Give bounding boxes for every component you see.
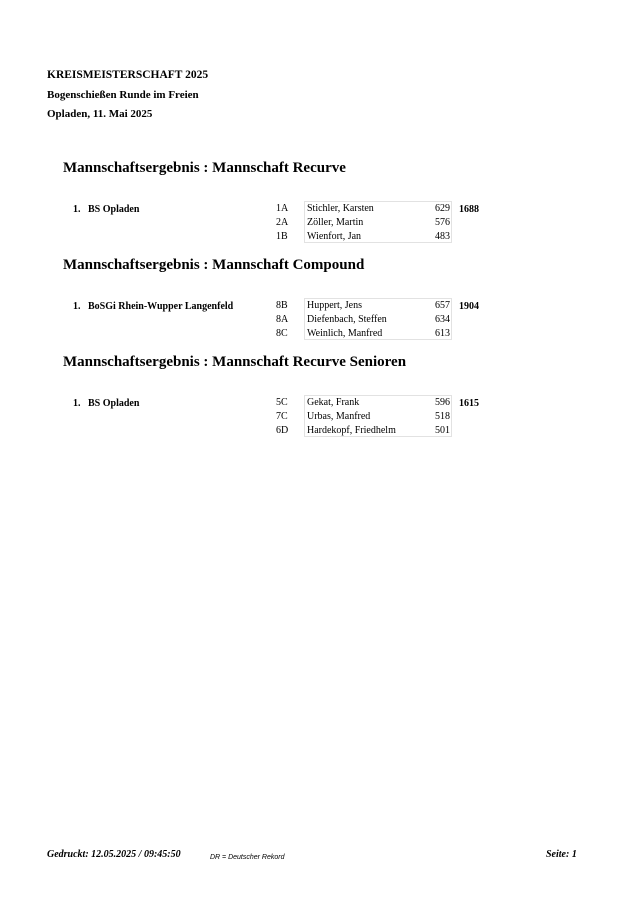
member-list — [276, 397, 456, 439]
report-location-date: Opladen, 11. Mai 2025 — [47, 108, 153, 120]
member-row — [276, 397, 456, 411]
member-score: 483 — [435, 231, 450, 242]
member-code: 6D — [276, 425, 289, 436]
member-name: Urbas, Manfred — [307, 411, 371, 422]
member-code: 7C — [276, 411, 288, 422]
member-row — [276, 328, 456, 342]
member-code: 1A — [276, 203, 289, 214]
member-code: 5C — [276, 397, 288, 408]
team-club: BS Opladen — [88, 204, 140, 215]
member-code: 2A — [276, 217, 289, 228]
team-total: 1904 — [459, 301, 479, 312]
member-list — [276, 203, 456, 245]
member-score: 596 — [435, 397, 450, 408]
section-title: Mannschaftsergebnis : Mannschaft Compound — [63, 257, 365, 273]
member-score: 576 — [435, 217, 450, 228]
member-name: Hardekopf, Friedhelm — [307, 425, 396, 436]
team-club: BoSGi Rhein-Wupper Langenfeld — [88, 301, 234, 312]
member-name: Stichler, Karsten — [307, 203, 374, 214]
team-total: 1615 — [459, 398, 479, 409]
member-score: 629 — [435, 203, 450, 214]
report-subtitle: Bogenschießen Runde im Freien — [47, 89, 199, 101]
member-score: 613 — [435, 328, 450, 339]
member-name: Zöller, Martin — [307, 217, 364, 228]
member-code: 1B — [276, 231, 288, 242]
member-score: 501 — [435, 425, 450, 436]
member-row — [276, 203, 456, 217]
member-name: Diefenbach, Steffen — [307, 314, 387, 325]
member-name: Gekat, Frank — [307, 397, 360, 408]
member-code: 8A — [276, 314, 289, 325]
member-name: Wienfort, Jan — [307, 231, 362, 242]
section-title: Mannschaftsergebnis : Mannschaft Recurve — [63, 160, 346, 176]
member-row — [276, 217, 456, 231]
team-total: 1688 — [459, 204, 479, 215]
member-code: 8B — [276, 300, 288, 311]
member-name: Huppert, Jens — [307, 300, 362, 311]
member-row — [276, 231, 456, 245]
team-club: BS Opladen — [88, 398, 140, 409]
printed-timestamp: Gedruckt: 12.05.2025 / 09:45:50 — [47, 849, 181, 860]
team-rank: 1. — [73, 301, 81, 312]
member-score: 657 — [435, 300, 450, 311]
record-legend: DR = Deutscher Rekord — [210, 854, 285, 861]
section-title: Mannschaftsergebnis : Mannschaft Recurve Senioren — [63, 354, 407, 370]
report-title: KREISMEISTERSCHAFT 2025 — [47, 69, 209, 81]
member-row — [276, 425, 456, 439]
member-name: Weinlich, Manfred — [307, 328, 383, 339]
member-row — [276, 411, 456, 425]
team-rank: 1. — [73, 204, 81, 215]
page-number: Seite: 1 — [546, 849, 577, 860]
member-score: 518 — [435, 411, 450, 422]
member-list — [276, 300, 456, 342]
member-score: 634 — [435, 314, 450, 325]
team-rank: 1. — [73, 398, 81, 409]
member-code: 8C — [276, 328, 288, 339]
member-row — [276, 300, 456, 314]
member-row — [276, 314, 456, 328]
